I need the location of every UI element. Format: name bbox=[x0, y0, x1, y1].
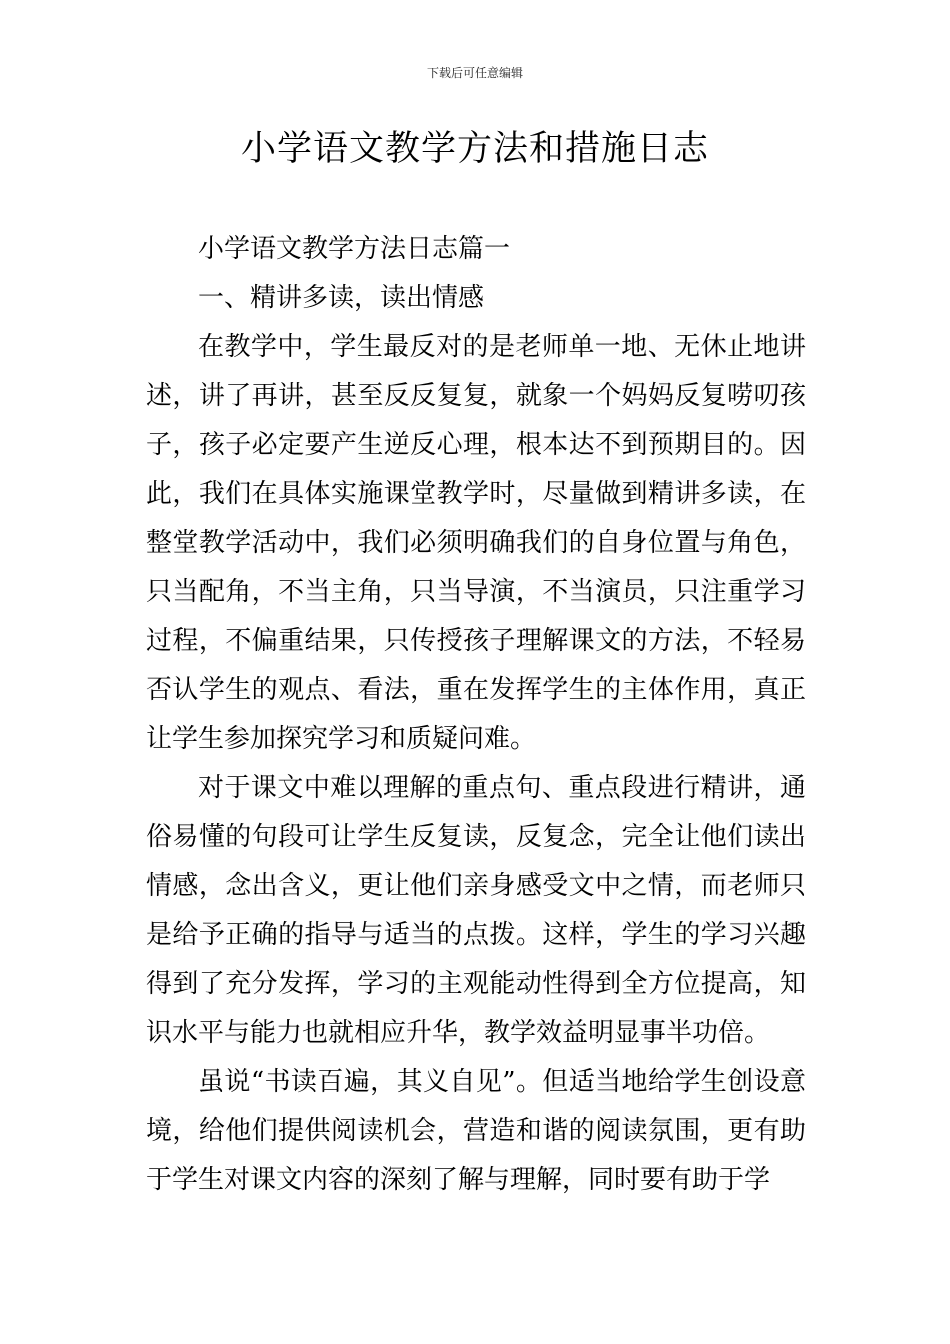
document-title: 小学语文教学方法和措施日志 bbox=[240, 129, 709, 169]
body-paragraph: 对于课文中难以理解的重点句、重点段进行精讲，通俗易懂的句段可让学生反复读，反复念，完全让他们读出情感，念出含义，更让他们亲身感受文中之情，而老师只是给予正确的指导与适当的点拨。这样，学生的学习兴趣得到了充分发挥，学习的主观能动性得到全方位提高，知识水平与能力也就相应升华，教学效益明显事半功倍。 bbox=[146, 773, 806, 1048]
body-paragraph: 在教学中，学生最反对的是老师单一地、无休止地讲述，讲了再讲，甚至反反复复，就象一个妈妈反复唠叨孩子，孩子必定要产生逆反心理，根本达不到预期目的。因此，我们在具体实施课堂教学时，尽量做到精讲多读，在整堂教学活动中，我们必须明确我们的自身位置与角色，只当配角，不当主角，只当导演，不当演员，只注重学习过程，不偏重结果，只传授孩子理解课文的方法，不轻易否认学生的观点、看法，重在发挥学生的主体作用，真正让学生参加探究学习和质疑问难。 bbox=[146, 332, 806, 754]
body-paragraph: 虽说“书读百遍，其义自见”。但适当地给学生创设意境，给他们提供阅读机会，营造和谐的阅读氛围，更有助于学生对课文内容的深刻了解与理解，同时要有助于学 bbox=[146, 1067, 806, 1195]
subsection-heading: 一、精讲多读，读出情感 bbox=[198, 283, 485, 313]
section-heading: 小学语文教学方法日志篇一 bbox=[198, 234, 511, 264]
document-body bbox=[146, 225, 806, 1205]
header-note: 下载后可任意编辑 bbox=[426, 66, 523, 80]
